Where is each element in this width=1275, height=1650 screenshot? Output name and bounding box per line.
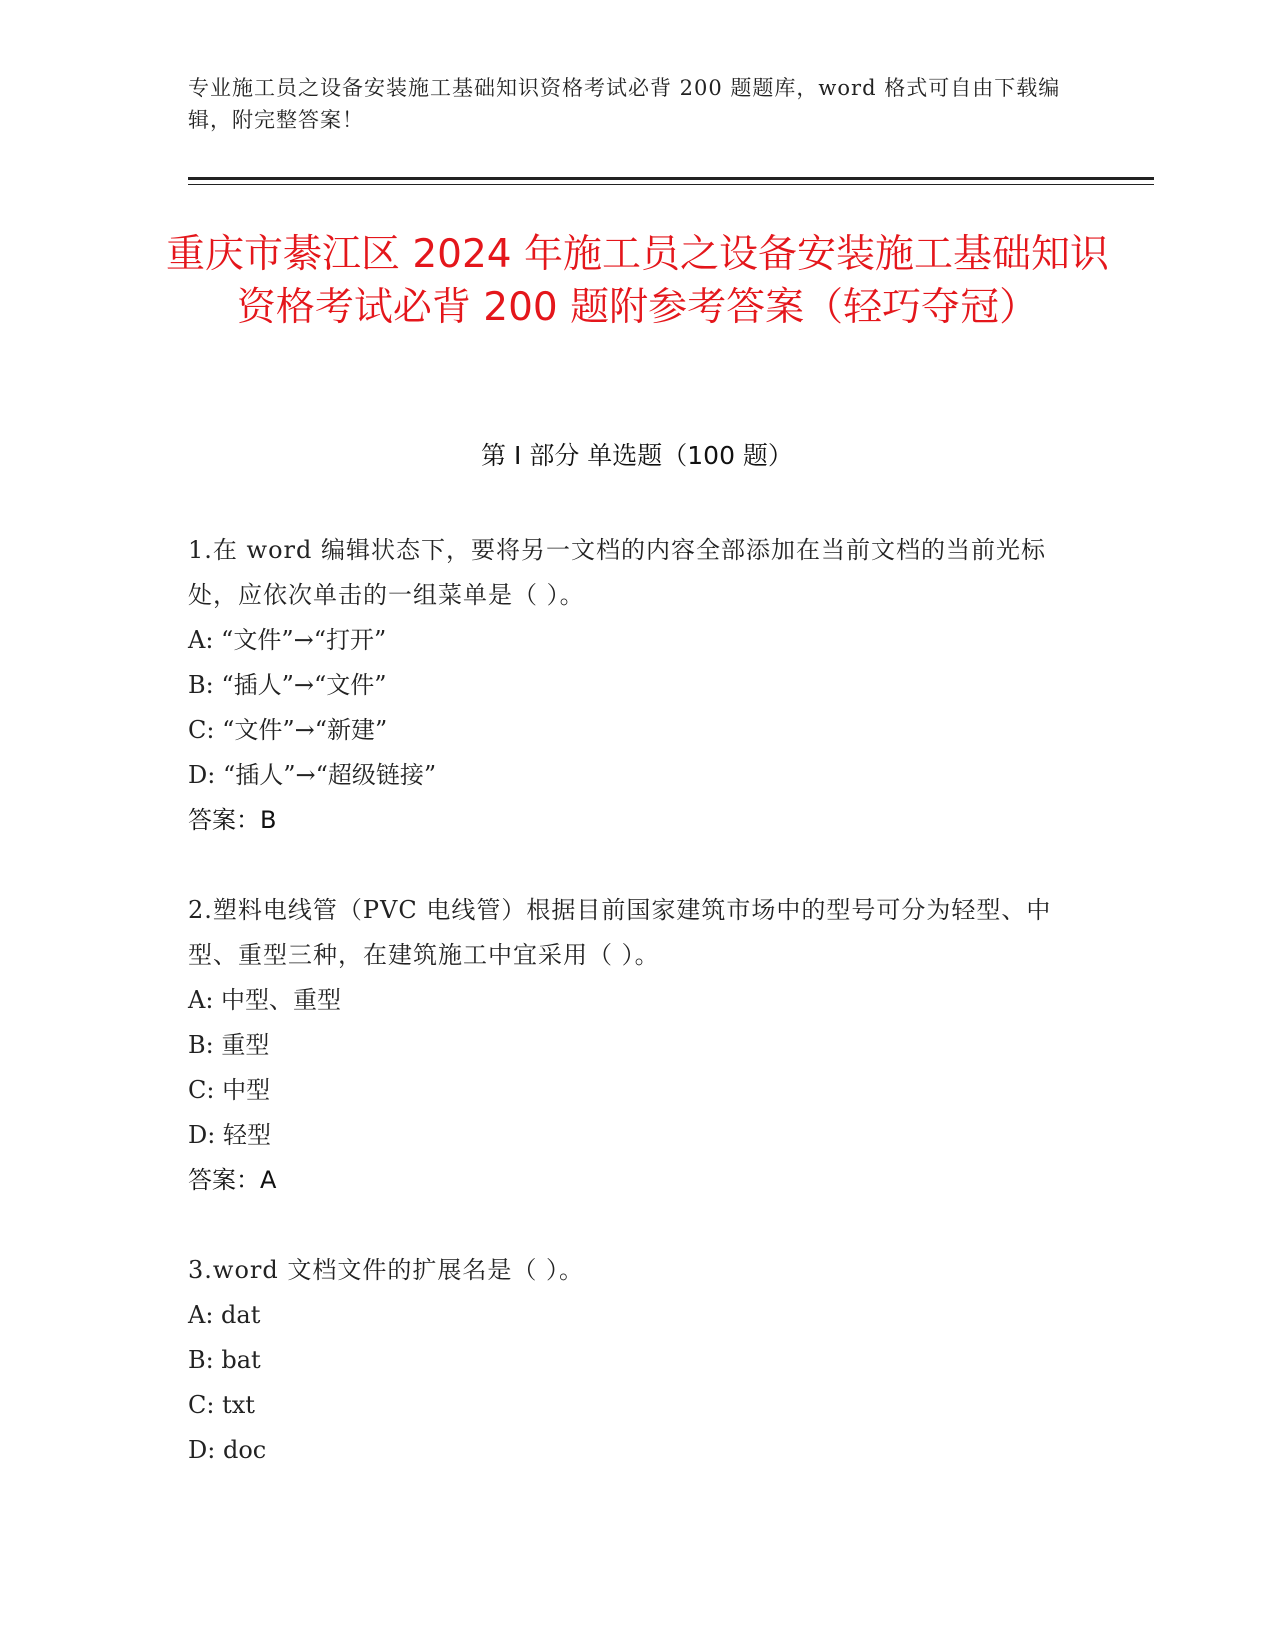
header-note: 专业施工员之设备安装施工基础知识资格考试必背 200 题题库，word 格式可自由下载编辑，附完整答案！ [188,76,1061,132]
question-option-a: A: dat [188,1301,261,1329]
header-divider-thin [188,184,1154,185]
question-option-a: A: 中型、重型 [188,986,342,1014]
header-divider-thick [188,177,1154,180]
question-option-c: C: 中型 [188,1076,271,1104]
question-option-b: B: “插人”→“文件” [188,671,387,699]
question-stem: 3.word 文档文件的扩展名是（ ）。 [188,1256,584,1284]
question-stem: 1.在 word 编辑状态下，要将另一文档的内容全部添加在当前文档的当前光标处，应依次单击的一组菜单是（ ）。 [188,536,1046,609]
question-block [188,528,1078,843]
question-stem: 2.塑料电线管（PVC 电线管）根据目前国家建筑市场中的型号可分为轻型、中型、重型三种，在建筑施工中宜采用（ ）。 [188,896,1052,969]
question-option-c: C: txt [188,1391,255,1419]
document-title: 重庆市綦江区 2024 年施工员之设备安装施工基础知识资格考试必背 200 题附参考答案（轻巧夺冠） [165,232,1110,330]
question-option-b: B: bat [188,1346,261,1374]
question-option-c: C: “文件”→“新建” [188,716,388,744]
question-option-a: A: “文件”→“打开” [188,626,387,654]
section-title: 第 I 部分 单选题（100 题） [481,441,793,470]
question-answer: 答案：B [188,806,277,834]
question-block [188,888,1078,1203]
question-answer: 答案：A [188,1166,277,1194]
question-option-b: B: 重型 [188,1031,270,1059]
question-block [188,1248,1078,1473]
question-option-d: D: doc [188,1436,267,1464]
question-option-d: D: 轻型 [188,1121,271,1149]
question-option-d: D: “插人”→“超级链接” [188,761,437,789]
